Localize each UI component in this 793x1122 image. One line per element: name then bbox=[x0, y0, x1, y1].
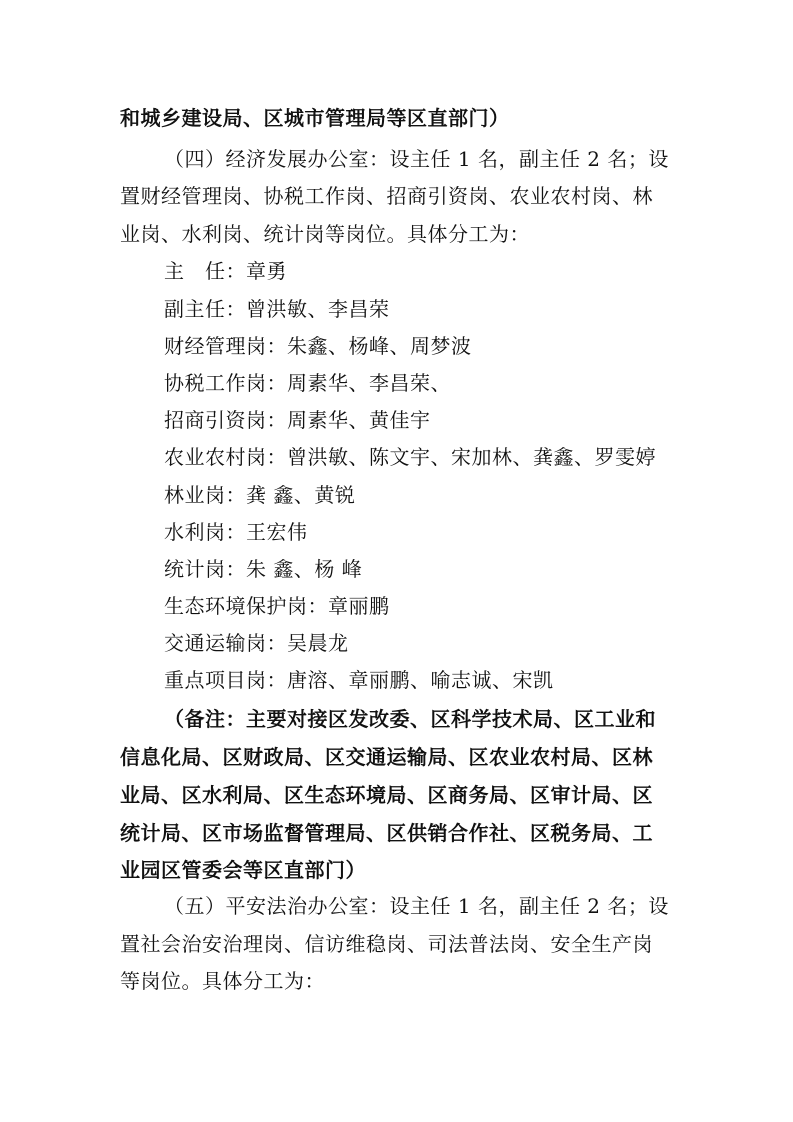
role-tax-post: 协税工作岗：周素华、李昌荣、 bbox=[164, 371, 451, 395]
role-key-projects-post: 重点项目岗：唐溶、章丽鹏、喻志诚、宋凯 bbox=[164, 668, 554, 692]
paragraph-line: 置财经管理岗、协税工作岗、招商引资岗、农业农村岗、林 bbox=[120, 184, 653, 208]
role-transport-post: 交通运输岗：吴晨龙 bbox=[164, 631, 349, 655]
role-water-post: 水利岗：王宏伟 bbox=[164, 520, 308, 544]
role-statistics-post: 统计岗：朱 鑫、杨 峰 bbox=[164, 557, 363, 581]
paragraph-line: 和城乡建设局、区城市管理局等区直部门） bbox=[120, 106, 510, 130]
paragraph-line: 置社会治安治理岗、信访维稳岗、司法普法岗、安全生产岗 bbox=[120, 932, 653, 956]
role-director: 主 任：章勇 bbox=[164, 259, 287, 283]
role-ecology-post: 生态环境保护岗：章丽鹏 bbox=[164, 594, 390, 618]
remark-line: 业局、区水利局、区生态环境局、区商务局、区审计局、区 bbox=[120, 783, 653, 807]
remark-line: 信息化局、区财政局、区交通运输局、区农业农村局、区林 bbox=[120, 745, 653, 769]
role-finance-post: 财经管理岗：朱鑫、杨峰、周梦波 bbox=[164, 334, 472, 358]
section-heading-economic-office: （四）经济发展办公室：设主任 1 名，副主任 2 名；设 bbox=[164, 147, 669, 171]
section-heading-safety-office: （五）平安法治办公室：设主任 1 名，副主任 2 名；设 bbox=[164, 894, 669, 918]
role-investment-post: 招商引资岗：周素华、黄佳宇 bbox=[164, 408, 431, 432]
remark-line: （备注：主要对接区发改委、区科学技术局、区工业和 bbox=[164, 707, 656, 731]
role-deputy-director: 副主任：曾洪敏、李昌荣 bbox=[164, 297, 390, 321]
role-agriculture-post: 农业农村岗：曾洪敏、陈文宇、宋加林、龚鑫、罗雯婷 bbox=[164, 445, 656, 469]
paragraph-line: 业岗、水利岗、统计岗等岗位。具体分工为： bbox=[120, 222, 530, 246]
paragraph-line: 等岗位。具体分工为： bbox=[120, 969, 325, 993]
remark-line: 业园区管委会等区直部门） bbox=[120, 858, 366, 882]
remark-line: 统计局、区市场监督管理局、区供销合作社、区税务局、工 bbox=[120, 821, 653, 845]
role-forestry-post: 林业岗：龚 鑫、黄锐 bbox=[164, 483, 356, 507]
